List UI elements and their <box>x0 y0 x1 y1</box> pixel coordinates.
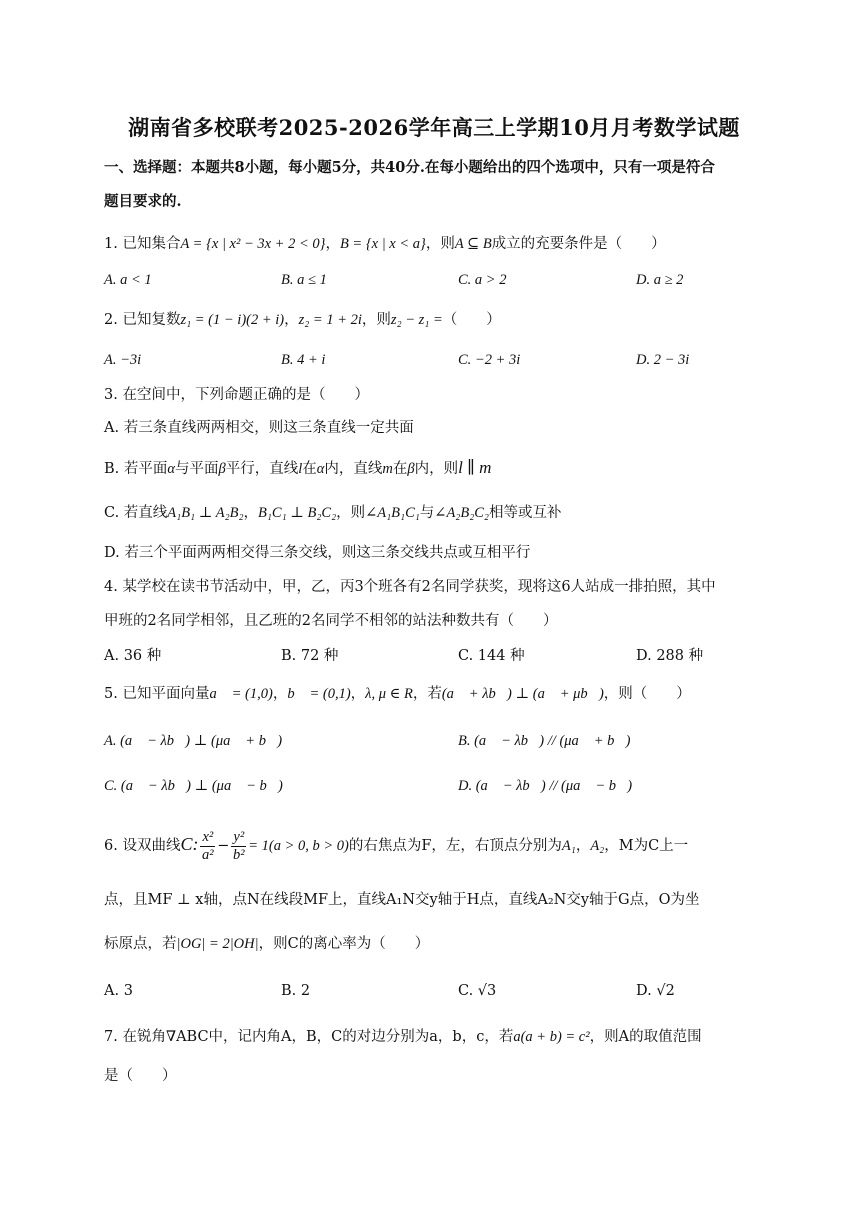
question-3-option-b: B. 若平面α与平面β平行，直线l在α内，直线m在β内，则l ∥ m <box>104 458 492 477</box>
question-6-option-a: A. 3 <box>104 983 133 999</box>
question-3-option-d: D. 若三个平面两两相交得三条交线，则这三条交线共点或互相平行 <box>104 545 531 561</box>
question-2-stem: 2. 已知复数z₁ = (1 − i)(2 + i)，z₂ = 1 + 2i，则z₂ − z₁ =（ ） <box>104 312 501 328</box>
question-4-option-d: D. 288 种 <box>636 648 704 664</box>
question-3-option-c: C. 若直线A₁B₁ ⊥ A₂B₂，B₁C₁ ⊥ B₂C₂，则∠A₁B₁C₁与∠A₂B₂C₂相等或互补 <box>104 505 562 521</box>
question-6-option-c: C. √3 <box>458 983 497 999</box>
fraction-x-over-a: $\frac{\text{x²}}{\text{a²}}$ <box>202 828 214 863</box>
question-5-option-c: C. (a⃗ − λb⃗) ⊥ (μa⃗ − b⃗) <box>104 778 283 794</box>
page-title: 湖南省多校联考2025-2026学年高三上学期10月月考数学试题 <box>128 115 740 140</box>
question-6-option-b: B. 2 <box>281 983 311 999</box>
question-4-line2: 甲班的2名同学相邻，且乙班的2名同学不相邻的站法种数共有（ ） <box>104 613 558 629</box>
question-4-option-c: C. 144 种 <box>458 648 525 664</box>
question-5-stem: 5. 已知平面向量a⃗ = (1,0)，b⃗ = (0,1)，λ, μ ∈ R，若(a⃗ + λb⃗) ⊥ (a⃗ + μb⃗)，则（ ） <box>104 686 691 702</box>
section-heading-line2: 题目要求的. <box>104 193 182 210</box>
question-1-option-d: D. a ≥ 2 <box>636 272 684 288</box>
question-2-option-c: C. −2 + 3i <box>458 352 521 368</box>
question-6-line3: 标原点，若|OG| = 2|OH|，则C的离心率为（ ） <box>104 936 430 952</box>
question-5-option-b: B. (a⃗ − λb⃗) // (μa⃗ + b⃗) <box>458 733 631 749</box>
question-7-line1: 7. 在锐角∇ABC中，记内角A，B，C的对边分别为a，b，c，若a(a + b) = c²，则A的取值范围 <box>104 1029 702 1045</box>
question-2-option-b: B. 4 + i <box>281 352 326 368</box>
question-1-option-b: B. a ≤ 1 <box>281 272 327 288</box>
question-3-option-a: A. 若三条直线两两相交，则这三条直线一定共面 <box>104 420 414 436</box>
question-4-option-b: B. 72 种 <box>281 648 339 664</box>
section-heading-line1: 一、选择题：本题共8小题，每小题5分，共40分.在每小题给出的四个选项中，只有一项是符合 <box>104 159 715 176</box>
question-2-option-a: A. −3i <box>104 352 142 368</box>
question-5-option-a: A. (a⃗ − λb⃗) ⊥ (μa⃗ + b⃗) <box>104 733 283 749</box>
question-1-option-a: A. a < 1 <box>104 272 152 288</box>
question-6-line2: 点，且MF ⊥ x轴，点N在线段MF上，直线A₁N交y轴于H点，直线A₂N交y轴于G点，O为坐 <box>104 892 700 908</box>
question-3-stem: 3. 在空间中，下列命题正确的是（ ） <box>104 387 369 403</box>
question-1-stem: 1. 已知集合A = {x | x² − 3x + 2 < 0}，B = {x | x < a}，则A ⊆ B成立的充要条件是（ ） <box>104 236 666 252</box>
question-2-option-d: D. 2 − 3i <box>636 352 690 368</box>
question-4-line1: 4. 某学校在读书节活动中，甲，乙，丙3个班各有2名同学获奖，现将这6人站成一排拍照，其中 <box>104 579 716 595</box>
question-6-line1: 6. 设双曲线C: $\frac{\text{x²}}{\text{a²}}$ − $\frac{\text{y²}}{\text{b²}}$ = 1(a > 0, b > 0)的右焦点为F，左，右顶点分别为A₁，A₂，M为C上一 <box>104 828 689 863</box>
question-7-line2: 是（ ） <box>104 1068 177 1084</box>
question-6-option-d: D. √2 <box>636 983 675 999</box>
question-4-option-a: A. 36 种 <box>104 648 162 664</box>
fraction-y-over-b: $\frac{\text{y²}}{\text{b²}}$ <box>233 828 245 863</box>
question-5-option-d: D. (a⃗ − λb⃗) // (μa⃗ − b⃗) <box>458 778 633 794</box>
question-1-option-c: C. a > 2 <box>458 272 507 288</box>
